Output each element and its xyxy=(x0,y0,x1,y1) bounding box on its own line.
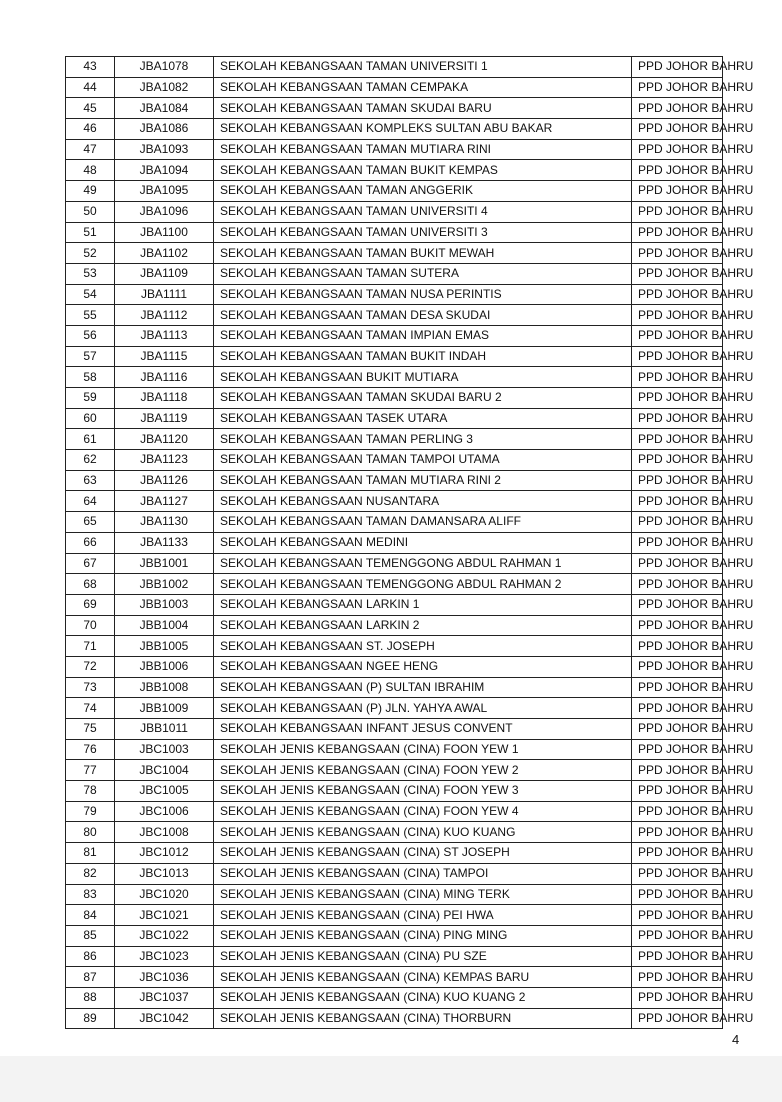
district-office-cell: PPD JOHOR BAHRU xyxy=(632,574,723,595)
table-row xyxy=(66,884,723,905)
school-name-cell: SEKOLAH KEBANGSAAN LARKIN 2 xyxy=(214,615,632,636)
school-code-cell: JBC1022 xyxy=(115,925,214,946)
school-code-cell: JBA1113 xyxy=(115,325,214,346)
school-name-cell: SEKOLAH KEBANGSAAN LARKIN 1 xyxy=(214,594,632,615)
school-code-cell: JBA1130 xyxy=(115,512,214,533)
school-name-cell: SEKOLAH JENIS KEBANGSAAN (CINA) PEI HWA xyxy=(214,905,632,926)
row-number-cell: 43 xyxy=(66,57,115,78)
school-code-cell: JBC1037 xyxy=(115,987,214,1008)
school-name-cell: SEKOLAH KEBANGSAAN TAMAN BUKIT INDAH xyxy=(214,346,632,367)
table-row xyxy=(66,553,723,574)
district-office-cell: PPD JOHOR BAHRU xyxy=(632,139,723,160)
school-code-cell: JBA1078 xyxy=(115,57,214,78)
district-office-cell: PPD JOHOR BAHRU xyxy=(632,388,723,409)
school-code-cell: JBC1023 xyxy=(115,946,214,967)
row-number-cell: 70 xyxy=(66,615,115,636)
school-name-cell: SEKOLAH JENIS KEBANGSAAN (CINA) KUO KUANG 2 xyxy=(214,987,632,1008)
table-row xyxy=(66,119,723,140)
table-row xyxy=(66,532,723,553)
school-code-cell: JBC1012 xyxy=(115,843,214,864)
school-name-cell: SEKOLAH KEBANGSAAN TAMAN SKUDAI BARU xyxy=(214,98,632,119)
table-row xyxy=(66,905,723,926)
school-name-cell: SEKOLAH JENIS KEBANGSAAN (CINA) ST JOSEPH xyxy=(214,843,632,864)
school-code-cell: JBA1120 xyxy=(115,429,214,450)
row-number-cell: 71 xyxy=(66,636,115,657)
table-row xyxy=(66,615,723,636)
school-name-cell: SEKOLAH JENIS KEBANGSAAN (CINA) THORBURN xyxy=(214,1008,632,1029)
district-office-cell: PPD JOHOR BAHRU xyxy=(632,243,723,264)
table-row xyxy=(66,77,723,98)
school-name-cell: SEKOLAH JENIS KEBANGSAAN (CINA) PING MING xyxy=(214,925,632,946)
school-code-cell: JBA1127 xyxy=(115,491,214,512)
district-office-cell: PPD JOHOR BAHRU xyxy=(632,470,723,491)
table-row xyxy=(66,946,723,967)
table-row xyxy=(66,594,723,615)
table-row xyxy=(66,967,723,988)
district-office-cell: PPD JOHOR BAHRU xyxy=(632,160,723,181)
school-name-cell: SEKOLAH KEBANGSAAN TAMAN UNIVERSITI 4 xyxy=(214,201,632,222)
school-code-cell: JBC1006 xyxy=(115,801,214,822)
school-name-cell: SEKOLAH KEBANGSAAN TAMAN SKUDAI BARU 2 xyxy=(214,388,632,409)
table-row xyxy=(66,636,723,657)
table-row xyxy=(66,305,723,326)
row-number-cell: 67 xyxy=(66,553,115,574)
district-office-cell: PPD JOHOR BAHRU xyxy=(632,77,723,98)
school-code-cell: JBA1112 xyxy=(115,305,214,326)
school-name-cell: SEKOLAH KEBANGSAAN TEMENGGONG ABDUL RAHMAN 1 xyxy=(214,553,632,574)
page-bottom-margin xyxy=(0,1056,782,1102)
school-code-cell: JBC1005 xyxy=(115,781,214,802)
table-row xyxy=(66,925,723,946)
row-number-cell: 76 xyxy=(66,739,115,760)
table-row xyxy=(66,243,723,264)
school-name-cell: SEKOLAH KEBANGSAAN TAMAN NUSA PERINTIS xyxy=(214,284,632,305)
row-number-cell: 49 xyxy=(66,181,115,202)
table-row xyxy=(66,98,723,119)
district-office-cell: PPD JOHOR BAHRU xyxy=(632,987,723,1008)
table-row xyxy=(66,284,723,305)
table-row xyxy=(66,987,723,1008)
district-office-cell: PPD JOHOR BAHRU xyxy=(632,512,723,533)
table-row xyxy=(66,822,723,843)
table-row xyxy=(66,367,723,388)
table-row xyxy=(66,160,723,181)
school-name-cell: SEKOLAH KEBANGSAAN MEDINI xyxy=(214,532,632,553)
row-number-cell: 61 xyxy=(66,429,115,450)
school-code-cell: JBC1036 xyxy=(115,967,214,988)
row-number-cell: 87 xyxy=(66,967,115,988)
district-office-cell: PPD JOHOR BAHRU xyxy=(632,594,723,615)
school-code-cell: JBC1004 xyxy=(115,760,214,781)
table-row xyxy=(66,781,723,802)
school-name-cell: SEKOLAH KEBANGSAAN TAMAN IMPIAN EMAS xyxy=(214,325,632,346)
school-code-cell: JBA1123 xyxy=(115,450,214,471)
school-name-cell: SEKOLAH KEBANGSAAN NUSANTARA xyxy=(214,491,632,512)
table-row xyxy=(66,57,723,78)
school-name-cell: SEKOLAH JENIS KEBANGSAAN (CINA) KUO KUANG xyxy=(214,822,632,843)
row-number-cell: 51 xyxy=(66,222,115,243)
school-code-cell: JBA1086 xyxy=(115,119,214,140)
district-office-cell: PPD JOHOR BAHRU xyxy=(632,325,723,346)
school-name-cell: SEKOLAH JENIS KEBANGSAAN (CINA) FOON YEW 1 xyxy=(214,739,632,760)
row-number-cell: 72 xyxy=(66,656,115,677)
school-code-cell: JBA1093 xyxy=(115,139,214,160)
table-row xyxy=(66,863,723,884)
school-name-cell: SEKOLAH KEBANGSAAN TAMAN MUTIARA RINI 2 xyxy=(214,470,632,491)
school-code-cell: JBB1004 xyxy=(115,615,214,636)
district-office-cell: PPD JOHOR BAHRU xyxy=(632,532,723,553)
row-number-cell: 63 xyxy=(66,470,115,491)
school-name-cell: SEKOLAH JENIS KEBANGSAAN (CINA) FOON YEW 4 xyxy=(214,801,632,822)
row-number-cell: 59 xyxy=(66,388,115,409)
row-number-cell: 57 xyxy=(66,346,115,367)
school-code-cell: JBB1002 xyxy=(115,574,214,595)
school-code-cell: JBA1094 xyxy=(115,160,214,181)
school-code-cell: JBA1116 xyxy=(115,367,214,388)
district-office-cell: PPD JOHOR BAHRU xyxy=(632,760,723,781)
table-row xyxy=(66,760,723,781)
district-office-cell: PPD JOHOR BAHRU xyxy=(632,698,723,719)
district-office-cell: PPD JOHOR BAHRU xyxy=(632,305,723,326)
school-code-cell: JBC1042 xyxy=(115,1008,214,1029)
school-name-cell: SEKOLAH JENIS KEBANGSAAN (CINA) KEMPAS BARU xyxy=(214,967,632,988)
table-row xyxy=(66,181,723,202)
table-row xyxy=(66,388,723,409)
district-office-cell: PPD JOHOR BAHRU xyxy=(632,553,723,574)
school-name-cell: SEKOLAH KEBANGSAAN TAMAN DAMANSARA ALIFF xyxy=(214,512,632,533)
district-office-cell: PPD JOHOR BAHRU xyxy=(632,843,723,864)
row-number-cell: 55 xyxy=(66,305,115,326)
district-office-cell: PPD JOHOR BAHRU xyxy=(632,822,723,843)
district-office-cell: PPD JOHOR BAHRU xyxy=(632,408,723,429)
row-number-cell: 82 xyxy=(66,863,115,884)
school-code-cell: JBA1126 xyxy=(115,470,214,491)
school-name-cell: SEKOLAH JENIS KEBANGSAAN (CINA) FOON YEW 3 xyxy=(214,781,632,802)
school-name-cell: SEKOLAH KEBANGSAAN KOMPLEKS SULTAN ABU BAKAR xyxy=(214,119,632,140)
school-code-cell: JBC1020 xyxy=(115,884,214,905)
table-row xyxy=(66,429,723,450)
school-code-cell: JBB1009 xyxy=(115,698,214,719)
row-number-cell: 62 xyxy=(66,450,115,471)
school-name-cell: SEKOLAH KEBANGSAAN TEMENGGONG ABDUL RAHMAN 2 xyxy=(214,574,632,595)
row-number-cell: 81 xyxy=(66,843,115,864)
table-row xyxy=(66,574,723,595)
school-list-table xyxy=(65,56,754,1029)
school-code-cell: JBA1100 xyxy=(115,222,214,243)
district-office-cell: PPD JOHOR BAHRU xyxy=(632,946,723,967)
table-row xyxy=(66,512,723,533)
table-row xyxy=(66,408,723,429)
row-number-cell: 84 xyxy=(66,905,115,926)
row-number-cell: 79 xyxy=(66,801,115,822)
table-row xyxy=(66,698,723,719)
row-number-cell: 64 xyxy=(66,491,115,512)
school-code-cell: JBC1003 xyxy=(115,739,214,760)
school-name-cell: SEKOLAH KEBANGSAAN TAMAN TAMPOI UTAMA xyxy=(214,450,632,471)
district-office-cell: PPD JOHOR BAHRU xyxy=(632,905,723,926)
table-row xyxy=(66,739,723,760)
school-name-cell: SEKOLAH KEBANGSAAN ST. JOSEPH xyxy=(214,636,632,657)
district-office-cell: PPD JOHOR BAHRU xyxy=(632,801,723,822)
school-code-cell: JBB1003 xyxy=(115,594,214,615)
row-number-cell: 47 xyxy=(66,139,115,160)
row-number-cell: 78 xyxy=(66,781,115,802)
table-row xyxy=(66,843,723,864)
district-office-cell: PPD JOHOR BAHRU xyxy=(632,263,723,284)
district-office-cell: PPD JOHOR BAHRU xyxy=(632,367,723,388)
table-row xyxy=(66,470,723,491)
school-name-cell: SEKOLAH KEBANGSAAN TAMAN DESA SKUDAI xyxy=(214,305,632,326)
school-code-cell: JBB1011 xyxy=(115,719,214,740)
table-row xyxy=(66,450,723,471)
district-office-cell: PPD JOHOR BAHRU xyxy=(632,491,723,512)
row-number-cell: 85 xyxy=(66,925,115,946)
school-name-cell: SEKOLAH KEBANGSAAN INFANT JESUS CONVENT xyxy=(214,719,632,740)
row-number-cell: 60 xyxy=(66,408,115,429)
district-office-cell: PPD JOHOR BAHRU xyxy=(632,429,723,450)
table-row xyxy=(66,719,723,740)
district-office-cell: PPD JOHOR BAHRU xyxy=(632,346,723,367)
row-number-cell: 46 xyxy=(66,119,115,140)
school-code-cell: JBA1082 xyxy=(115,77,214,98)
district-office-cell: PPD JOHOR BAHRU xyxy=(632,201,723,222)
school-code-cell: JBB1005 xyxy=(115,636,214,657)
row-number-cell: 77 xyxy=(66,760,115,781)
district-office-cell: PPD JOHOR BAHRU xyxy=(632,119,723,140)
school-code-cell: JBA1115 xyxy=(115,346,214,367)
district-office-cell: PPD JOHOR BAHRU xyxy=(632,656,723,677)
table-row xyxy=(66,222,723,243)
school-code-cell: JBB1006 xyxy=(115,656,214,677)
school-name-cell: SEKOLAH KEBANGSAAN TAMAN SUTERA xyxy=(214,263,632,284)
school-name-cell: SEKOLAH JENIS KEBANGSAAN (CINA) FOON YEW 2 xyxy=(214,760,632,781)
district-office-cell: PPD JOHOR BAHRU xyxy=(632,967,723,988)
school-code-cell: JBA1111 xyxy=(115,284,214,305)
school-name-cell: SEKOLAH JENIS KEBANGSAAN (CINA) PU SZE xyxy=(214,946,632,967)
district-office-cell: PPD JOHOR BAHRU xyxy=(632,450,723,471)
school-list-body xyxy=(66,57,754,1029)
school-name-cell: SEKOLAH KEBANGSAAN TAMAN ANGGERIK xyxy=(214,181,632,202)
school-code-cell: JBA1096 xyxy=(115,201,214,222)
district-office-cell: PPD JOHOR BAHRU xyxy=(632,57,723,78)
row-number-cell: 66 xyxy=(66,532,115,553)
school-code-cell: JBA1119 xyxy=(115,408,214,429)
school-code-cell: JBC1013 xyxy=(115,863,214,884)
school-code-cell: JBC1021 xyxy=(115,905,214,926)
row-number-cell: 48 xyxy=(66,160,115,181)
table-row xyxy=(66,346,723,367)
row-number-cell: 50 xyxy=(66,201,115,222)
school-code-cell: JBA1109 xyxy=(115,263,214,284)
district-office-cell: PPD JOHOR BAHRU xyxy=(632,677,723,698)
school-code-cell: JBB1001 xyxy=(115,553,214,574)
row-number-cell: 68 xyxy=(66,574,115,595)
row-number-cell: 45 xyxy=(66,98,115,119)
school-code-cell: JBB1008 xyxy=(115,677,214,698)
school-name-cell: SEKOLAH KEBANGSAAN (P) JLN. YAHYA AWAL xyxy=(214,698,632,719)
table-row xyxy=(66,1008,723,1029)
row-number-cell: 73 xyxy=(66,677,115,698)
table-row xyxy=(66,801,723,822)
school-name-cell: SEKOLAH KEBANGSAAN TAMAN CEMPAKA xyxy=(214,77,632,98)
district-office-cell: PPD JOHOR BAHRU xyxy=(632,222,723,243)
row-number-cell: 80 xyxy=(66,822,115,843)
district-office-cell: PPD JOHOR BAHRU xyxy=(632,863,723,884)
table-row xyxy=(66,263,723,284)
district-office-cell: PPD JOHOR BAHRU xyxy=(632,615,723,636)
row-number-cell: 65 xyxy=(66,512,115,533)
table-row xyxy=(66,201,723,222)
school-name-cell: SEKOLAH KEBANGSAAN TAMAN BUKIT MEWAH xyxy=(214,243,632,264)
school-code-cell: JBA1118 xyxy=(115,388,214,409)
school-name-cell: SEKOLAH KEBANGSAAN (P) SULTAN IBRAHIM xyxy=(214,677,632,698)
school-name-cell: SEKOLAH KEBANGSAAN TAMAN BUKIT KEMPAS xyxy=(214,160,632,181)
school-name-cell: SEKOLAH KEBANGSAAN TASEK UTARA xyxy=(214,408,632,429)
district-office-cell: PPD JOHOR BAHRU xyxy=(632,1008,723,1029)
row-number-cell: 88 xyxy=(66,987,115,1008)
district-office-cell: PPD JOHOR BAHRU xyxy=(632,636,723,657)
row-number-cell: 89 xyxy=(66,1008,115,1029)
school-name-cell: SEKOLAH KEBANGSAAN TAMAN UNIVERSITI 1 xyxy=(214,57,632,78)
table-row xyxy=(66,325,723,346)
school-code-cell: JBA1102 xyxy=(115,243,214,264)
row-number-cell: 54 xyxy=(66,284,115,305)
district-office-cell: PPD JOHOR BAHRU xyxy=(632,719,723,740)
page-number: 4 xyxy=(732,1032,740,1047)
district-office-cell: PPD JOHOR BAHRU xyxy=(632,98,723,119)
row-number-cell: 83 xyxy=(66,884,115,905)
district-office-cell: PPD JOHOR BAHRU xyxy=(632,925,723,946)
district-office-cell: PPD JOHOR BAHRU xyxy=(632,884,723,905)
row-number-cell: 56 xyxy=(66,325,115,346)
table-row xyxy=(66,139,723,160)
school-code-cell: JBA1133 xyxy=(115,532,214,553)
row-number-cell: 69 xyxy=(66,594,115,615)
row-number-cell: 58 xyxy=(66,367,115,388)
row-number-cell: 53 xyxy=(66,263,115,284)
school-name-cell: SEKOLAH KEBANGSAAN BUKIT MUTIARA xyxy=(214,367,632,388)
school-code-cell: JBA1084 xyxy=(115,98,214,119)
school-name-cell: SEKOLAH KEBANGSAAN TAMAN MUTIARA RINI xyxy=(214,139,632,160)
table-row xyxy=(66,656,723,677)
table-row xyxy=(66,491,723,512)
school-code-cell: JBC1008 xyxy=(115,822,214,843)
school-code-cell: JBA1095 xyxy=(115,181,214,202)
table-row xyxy=(66,677,723,698)
school-name-cell: SEKOLAH KEBANGSAAN TAMAN PERLING 3 xyxy=(214,429,632,450)
row-number-cell: 86 xyxy=(66,946,115,967)
school-name-cell: SEKOLAH JENIS KEBANGSAAN (CINA) MING TERK xyxy=(214,884,632,905)
district-office-cell: PPD JOHOR BAHRU xyxy=(632,781,723,802)
row-number-cell: 74 xyxy=(66,698,115,719)
school-name-cell: SEKOLAH KEBANGSAAN TAMAN UNIVERSITI 3 xyxy=(214,222,632,243)
district-office-cell: PPD JOHOR BAHRU xyxy=(632,739,723,760)
district-office-cell: PPD JOHOR BAHRU xyxy=(632,284,723,305)
district-office-cell: PPD JOHOR BAHRU xyxy=(632,181,723,202)
row-number-cell: 75 xyxy=(66,719,115,740)
school-name-cell: SEKOLAH JENIS KEBANGSAAN (CINA) TAMPOI xyxy=(214,863,632,884)
row-number-cell: 52 xyxy=(66,243,115,264)
school-name-cell: SEKOLAH KEBANGSAAN NGEE HENG xyxy=(214,656,632,677)
row-number-cell: 44 xyxy=(66,77,115,98)
